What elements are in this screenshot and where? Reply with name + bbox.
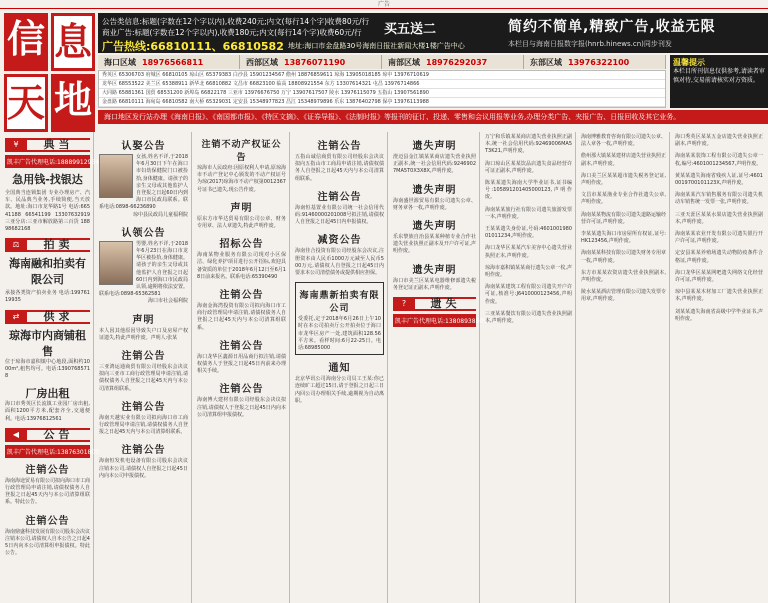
notice-text: 海南盛世源贸易有限公司遗失公章、财务章各一枚,声明作废。	[393, 197, 476, 211]
notice-title: 海南鼎新拍卖有限公司	[299, 291, 380, 315]
list-item: 黄某某遗失海南省残疾人证,证号:46010019700101123X,声明作废。	[675, 172, 763, 187]
list-item: 海南某某科技有限公司遗失财务专用章一枚,声明作废。	[581, 250, 667, 264]
gavel-icon: ⚖	[5, 238, 27, 252]
list-item: 琼中县某某木材加工厂遗失营业执照正本,声明作废。	[675, 289, 763, 303]
notice-text: 受委托,定于2018年6月26日上午10时在本公司拍卖厅公开拍卖位于海口市龙华区房产一处,建筑面积128.56平方米。看样时间:6月22-25日。电话:68985000	[298, 316, 381, 352]
column-d	[292, 132, 388, 603]
list-item: 三亚天涯区某某水果店遗失营业执照副本,声明作废。	[675, 211, 763, 225]
pawn-icon: ¥	[5, 138, 27, 152]
notice-text: 澄迈县金江镇某某商店遗失营业执照正副本,统一社会信用代码:92469027MA5T0X3X8X,声明作废。	[393, 154, 476, 175]
notice-title: 招标公告	[219, 239, 264, 251]
ad-text: 全国典当连锁集团 专业办理房产、汽车、民品典当业务,手续简便,当天放款。地址:海口市龙华路1号 电话:66541188 66541199 13307632919 三亚分店:三亚市解放路第三百货 18898682168	[5, 190, 90, 233]
list-item: 陵水某某酒店管理有限公司遗失发票专用章,声明作废。	[581, 289, 667, 303]
list-item: 海南某某农业开发有限公司遗失银行开户许可证,声明作废。	[675, 231, 763, 245]
list-item: 海南某某建筑工程有限公司遗失开户许可证,核准号:J6410000123456,声明作废。	[485, 284, 572, 305]
list-item: 万宁和乐镇某某商店遗失营业执照正副本,统一社会信用代码:92469006MA5T3K21,声明作废。	[485, 134, 572, 155]
notice-text: 五指山诚信商贸有限公司经股东会决议拟向五指山市工商局申请注销,请债权债务人自登报之日起45天内与本公司清算组联系。	[295, 154, 384, 182]
ad-title: 厂房出租	[25, 387, 70, 401]
list-item: 儋州那大镇某某建材店遗失营业执照正副本,声明作废。	[581, 153, 667, 167]
notice-title: 注销不动产权证公告	[201, 140, 282, 163]
category-bar: ¥ 典当	[5, 138, 90, 152]
pricing-band	[98, 13, 768, 53]
side-notice	[670, 55, 768, 108]
list-item: 王某某遗失身份证,号码:460100198001011234,声明作废。	[485, 226, 572, 240]
logo-char: 信	[4, 13, 48, 71]
notice-text: 海南佳合投资有限公司经股东会决议,注册资本由人民币1000万元减至人民币500万元,请债权人自登报之日起45日内要求本公司清偿债务或提供相应担保。	[295, 248, 384, 277]
list-item: 三亚某某餐饮有限公司遗失营业执照副本,声明作废。	[485, 310, 572, 325]
ad-text: 承接各类资产拍卖业务 电话:19976119935	[5, 290, 90, 304]
notice-text: 海南恒基置业有限公司统一社会信用代码:91460000201008号拟注销,请债权人自登报之日起45日内申报债权。	[295, 204, 384, 226]
ad-title: 海南融和拍卖有限公司	[9, 257, 86, 287]
column-a	[2, 132, 100, 603]
list-item: 刘某某遗失海南省高级中学毕业证书,声明作废。	[675, 308, 763, 322]
list-item: 海南某某物流有限公司遗失道路运输经营许可证,声明作废。	[581, 211, 667, 225]
region-bar	[98, 55, 666, 69]
notice-title: 通知	[328, 363, 351, 375]
top-line: 广告	[0, 0, 768, 9]
notice-title: 注销公告	[219, 340, 264, 352]
list-item: 定安县某某养殖场遗失动物防疫条件合格证,声明作废。	[675, 250, 763, 264]
column-e	[390, 132, 488, 603]
ad-title: 琼海市内商铺租售	[9, 328, 86, 358]
notice-text: 海南博大建材有限公司经股东会决议拟注销,请债权人于登报之日起45日内向本公司清算组申报债权。	[197, 397, 286, 418]
notice-text: 海南天越实业有限公司拟向海口市工商行政管理局申请注销,请债权债务人自登报之日起45天内与本公司清算组联系。	[99, 414, 188, 436]
notice-text: 男婴,姓名不详,于2018年6月23日在海口市龙华区被捡拾,身体健康。请孩子的亲生父母或其他监护人自登报之日起60日内到海口市民政局认领,逾期将依法安置。联系电话:0898-65362581	[99, 240, 188, 298]
column-f	[482, 132, 576, 603]
notice-title: 注销公告	[121, 445, 166, 457]
notice-title: 遗失声明	[412, 264, 457, 276]
sync-note: 本栏目与海南日报数字报(hnrb.hinews.cn)同步刊发	[508, 40, 672, 48]
agent-hotline: 凯丰广告代理电话:13808938509	[393, 314, 476, 327]
list-item: 海口美兰区某某超市遗失税务登记证,声明作废。	[581, 172, 666, 187]
ad-hotline: 广告热线:66810111、66810582	[102, 40, 284, 53]
promo-text: 买五送二	[384, 22, 437, 37]
notice-text: 海南某物业服务有限公司现对小区保洁、绿化养护项目进行公开招标,欢迎具备资质的单位于2018年6月12日至6月18日前来报名。联系电话:65390490	[197, 252, 286, 280]
column-c	[194, 132, 290, 603]
column-b	[96, 132, 192, 603]
notice-title: 遗失声明	[412, 221, 457, 233]
megaphone-icon: ◀	[5, 428, 27, 442]
ad-text: 位于琼海市嘉积镇中心地段,面积约1000m²,租售均可。电话:13907685718	[5, 358, 90, 380]
notice-title: 注销公告	[219, 290, 264, 302]
notice-title: 注销公告	[121, 401, 166, 413]
slogan: 简约不简单,精致广告,收益无限	[508, 19, 716, 35]
list-item: 陈某某遗失海南大学毕业证书,证书编号:105891201405000123,声明作废。	[485, 180, 572, 201]
list-item: 文昌市某某渔业专业合作社遗失公章,声明作废。	[581, 192, 666, 206]
list-item: 琼海市嘉积镇某某商行遗失公章一枚,声明作废。	[485, 264, 572, 279]
auction-box	[295, 282, 384, 355]
logo-char: 息	[51, 13, 95, 71]
notice-title: 声明	[230, 202, 253, 214]
notice-text: 乐东黎族自治县某某种植专业合作社遗失营业执照正副本及开户许可证,声明作废。	[393, 234, 476, 255]
list-item: 海口秀英区某某五金店遗失营业执照正副本,声明作废。	[675, 134, 763, 148]
notice-text: 海口市美兰区某某电器维修部遗失税务登记证正副本,声明作废。	[393, 277, 476, 291]
notice-text: 本人因其他原因导致失户口及房屋产权证遗失,特此声明作废。声明人:张某	[99, 327, 188, 341]
notice-title: 注销公告	[317, 191, 362, 203]
notice-text: 海南金海湾投资有限公司拟向海口市工商行政管理局申请注销,请债权债务人自登报之日起45天内与本公司清算组联系。	[197, 303, 286, 331]
contact-row: 秀英区 65306703 府城区 66810105 琼山区 65379383 白沙县 15901234567 儋州 18876859611 琼海 13905018185 琼中 13976710619	[99, 71, 665, 80]
list-item: 海口琼山区某某饮品店遗失食品经营许可证正副本,声明作废。	[485, 160, 572, 174]
notice-text: 海南海途贸易有限公司拟向海口市工商行政管理局申请注销,请债权债务人自登报之日起45天内与本公司清算组联系。特此公告。	[5, 477, 91, 506]
notice-sign: 琼中县民政局儿童福利院	[132, 211, 188, 218]
list-item: 海南某某装饰工程有限公司遗失公章一枚,编号:4601001234567,声明作废。	[675, 153, 763, 167]
agent-hotline: 凯丰广告代理电话:13876301800	[5, 445, 90, 458]
contact-row: 龙华区 68553522 美兰区 65388911 新华北 66810882 文昌市 66823100 临高 18808921554 东方 13307614321 屯昌 13976714866	[99, 80, 665, 89]
notice-text: 海南恒发机电设备有限公司股东会决议注销本公司,请债权人自登报之日起45日内向本公司申报债权。	[99, 458, 188, 479]
ad-text: 海口市秀英区长流镇工业园厂房出租,面积1200平方米,配套齐全,交通便利。电话:13976812561	[5, 401, 90, 422]
column-h	[672, 132, 766, 603]
logo-char: 地	[51, 74, 95, 132]
region: 海口区域 18976566811	[98, 55, 240, 69]
ad-title: 急用钱-找银达	[12, 173, 83, 186]
list-item: 海南某某旅行社有限公司遗失旅游发票一本,声明作废。	[485, 206, 572, 220]
notice-title: 遗失声明	[412, 184, 457, 196]
pricing-line: 商业广告:标题(字数在12个字以内),收费180元;内文(每行14个字)收费60元/行	[102, 28, 362, 37]
baby-photo	[99, 154, 133, 198]
category-bar: ◀ 公告	[5, 428, 90, 442]
category-bar: ? 遗失	[393, 297, 476, 311]
notice-text: 原东方市华达贸易有限公司公章、财务专用章、法人章遗失,特此声明作废。	[197, 215, 286, 230]
notice-title: 注销公告	[25, 464, 70, 476]
notice-title: 认娶公告	[121, 141, 166, 152]
masthead	[0, 9, 768, 127]
list-item: 海口龙华区某某汽车美容中心遗失营业执照正本,声明作废。	[485, 245, 572, 259]
notice-text: 海南鼎盛科技发展有限公司股东会决议注销本公司,请债权人自本公告之日起45日内向本公司清算组申报债权。特此公告。	[5, 528, 91, 557]
address: 地址:海口市金盘路30号海南日报社新闻大楼1楼广告中心	[288, 42, 465, 50]
region: 东部区域 13976322100	[524, 55, 666, 69]
list-item: 东方市某某农资店遗失营业执照副本,声明作废。	[581, 269, 666, 284]
notice-title: 注销公告	[121, 351, 166, 363]
side-notice-title: 温馨提示	[673, 58, 705, 67]
list-item: 海口龙华区某某网吧遗失网络文化经营许可证,声明作废。	[675, 269, 763, 284]
contact-row: 金盘路 66810111 海甸岛 66810582 南大桥 65329031 定安县 15348977823 昌江 15348979896 乐东 13876402798 保亭 13976113988	[99, 98, 665, 107]
logo-char: 天	[4, 74, 48, 132]
notice-title: 遗失声明	[412, 141, 457, 152]
handshake-icon: ⇄	[5, 310, 27, 324]
list-item: 李某某遗失海口市房屋所有权证,证号:HK123456,声明作废。	[581, 231, 666, 245]
list-item: 海南某某汽车销售服务有限公司遗失机动车销售统一发票一张,声明作废。	[675, 192, 763, 206]
logo	[4, 13, 93, 125]
notice-text: 女孩,姓名不详,于2018年6月30日下午在海口市妇幼保健院门口被捡拾,身体健康。请孩子的亲生父母或其他监护人自登报之日起60日内到海口市民政局联系。联系电话:0898-66236890	[99, 154, 188, 211]
baby-photo	[99, 241, 133, 285]
category-bar: ⇄ 供求	[5, 310, 90, 324]
notice-title: 认领公告	[121, 227, 166, 239]
notice-text: 海口龙华区鑫源日用品商行拟注销,请债权债务人于登报之日起45日内前来办理相关手续。	[197, 353, 286, 375]
notice-title: 减资公告	[317, 235, 362, 247]
notice-title: 注销公告	[25, 515, 70, 527]
notice-text: 琼海市人民政府:因原权利人申请,原琼海市不动产登记中心颁发的不动产权证号为琼(2017)琼海市不动产权第0012367号证书已遗失,现公告作废。	[197, 165, 286, 193]
list-item: 海南博雅教育咨询有限公司遗失公章、法人章各一枚,声明作废。	[581, 134, 667, 148]
distribution-bar: 海口地区发行站办理《海南日报》、《南国都市报》、《特区文摘》、《证券导报》、《法制时报》等报刊的征订、投递、零售和会议用报等业务,办理分类广告、夹报广告、日报回收及其它业务。	[98, 110, 768, 124]
column-g	[578, 132, 670, 603]
region: 南部区域 18976292037	[382, 55, 524, 69]
contact-grid	[98, 70, 666, 108]
side-notice-text: 本栏目所刊信息仅供参考,请读者审慎对待,交易前请核实对方资质。	[673, 68, 765, 84]
lost-icon: ?	[393, 297, 415, 311]
notice-text: 北京华讯公司海南分公司员工王某:你已连续旷工超过15日,请于登报之日起三日内回公司办理相关手续,逾期视为自动离职。	[295, 376, 384, 404]
contact-row: 大同路 65881361 国贸 68531200 新埠岛 66822178 三亚市 13976676750 万宁 13907617507 陵水 13976115079 五指山 13907561890	[99, 89, 665, 98]
category-bar: ⚖ 拍卖	[5, 238, 90, 252]
notice-title: 注销公告	[317, 141, 362, 152]
agent-hotline: 凯丰广告代理电话:18889912934	[5, 155, 90, 168]
pricing-line: 公告类信息:标题(字数在12个字以内),收费240元;内文(每行14个字)收费80元/行	[102, 17, 370, 26]
notice-title: 声明	[132, 314, 155, 326]
region: 西部区域 13876071190	[240, 55, 382, 69]
notice-title: 注销公告	[219, 384, 264, 396]
notice-sign: 海口市社会福利院	[147, 298, 188, 305]
notice-text: 三亚鸿运通商贸有限公司经股东会决议拟向三亚市工商行政管理局申请注销,请债权债务人自登报之日起45天内与本公司清算组联系。	[99, 364, 188, 392]
